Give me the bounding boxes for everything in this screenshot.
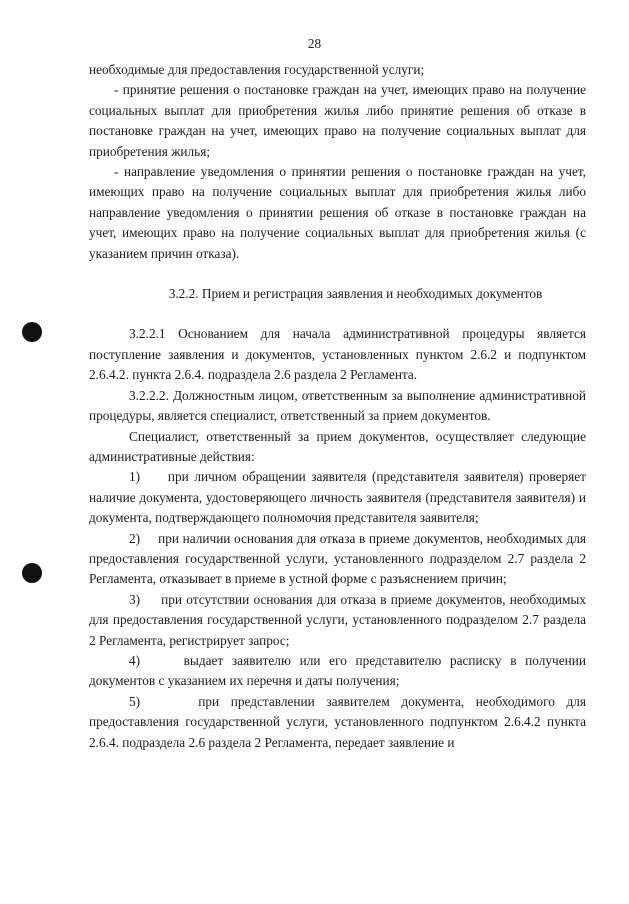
section-heading: 3.2.2. Прием и регистрация заявления и необходимых документов <box>168 286 543 302</box>
punch-hole-bottom <box>22 563 42 583</box>
document-body <box>89 60 586 753</box>
paragraph-specialist: Специалист, ответственный за прием документов, осуществляет следующие административные действия: <box>89 428 586 464</box>
paragraph-continuation: необходимые для предоставления государственной услуги; <box>89 62 425 77</box>
list-item: 4) выдает заявителю или его представителю расписку в получении документов с указанием их перечня и даты получения; <box>89 652 586 689</box>
list-item: 1) при личном обращении заявителя (представителя заявителя) проверяет наличие документа, удостоверяющего личность заявителя (представителя заявителя) и документа, подтверждающего полномочия представителя заявителя; <box>89 469 586 526</box>
punch-hole-top <box>22 322 42 342</box>
page-number: 28 <box>307 36 322 51</box>
list-item: 2) при наличии основания для отказа в приеме документов, необходимых для предоставления государственной услуги, установленного подразделом 2.7 раздела 2 Регламента, отказывает в приеме в устной форме с разъяснением причин; <box>89 530 586 587</box>
list-item: 3) при отсутствии основания для отказа в приеме документов, необходимых для предоставления государственной услуги, установленного подразделом 2.7 раздела 2 Регламента, регистрирует запрос; <box>89 591 586 648</box>
paragraph-notification: - направление уведомления о принятии решения о постановке граждан на учет, имеющих право на получение социальных выплат для приобретения жилья либо направление уведомления о принятии решения об отказе в постановке граждан на учет, имеющих право на получение социальных выплат для приобретения жилья (с указанием причин отказа). <box>89 164 586 261</box>
list-item: 5) при представлении заявителем документа, необходимого для предоставления государственной услуги, установленного подпунктом 2.6.4.2 пункта 2.6.4. подраздела 2.6 раздела 2 Регламента, передает заявление и <box>89 693 586 750</box>
paragraph-decision: - принятие решения о постановке граждан на учет, имеющих право на получение социальных выплат для приобретения жилья либо принятие решения об отказе в постановке граждан на учет, имеющих право на получение социальных выплат для приобретения жилья; <box>89 82 586 159</box>
paragraph-3-2-2-2: 3.2.2.2. Должностным лицом, ответственным за выполнение административной процедуры, является специалист, ответственный за прием документов. <box>89 387 586 424</box>
paragraph-3-2-2-1: 3.2.2.1 Основанием для начала административной процедуры является поступление заявления и документов, установленных пунктом 2.6.2 и подпунктом 2.6.4.2. пункта 2.6.4. подраздела 2.6 раздела 2 Регламента. <box>89 326 586 383</box>
